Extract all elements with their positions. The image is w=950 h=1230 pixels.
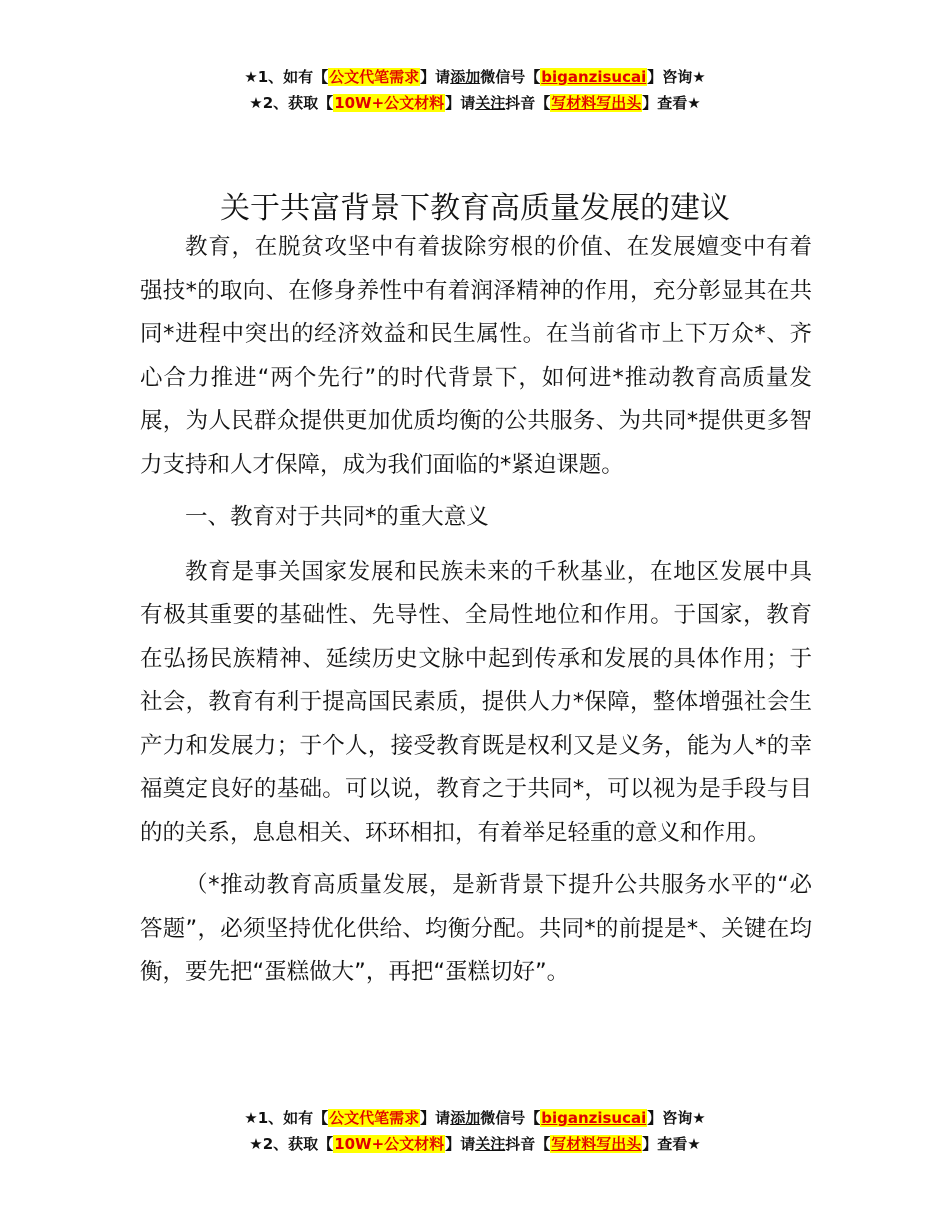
promo-wechat-id: biganzisucai xyxy=(541,1109,647,1127)
promo-wechat-id: biganzisucai xyxy=(541,68,647,86)
promo-text: 】请 xyxy=(445,1135,476,1153)
promo-line-1 xyxy=(0,64,950,90)
promo-text: 】请 xyxy=(420,68,451,86)
document-body xyxy=(140,226,812,1004)
promo-text: 微信号【 xyxy=(480,68,541,86)
promo-text: 】咨询★ xyxy=(647,1109,706,1127)
promo-text: 抖音【 xyxy=(505,1135,551,1153)
promo-text: ★1、如有【 xyxy=(244,68,329,86)
promo-text: 】查看★ xyxy=(642,94,701,112)
body-paragraph: 教育是事关国家发展和民族未来的千秋基业，在地区发展中具有极其重要的基础性、先导性、全局性地位和作用。于国家，教育在弘扬民族精神、延续历史文脉中起到传承和发展的具体作用；于社会，教育有利于提高国民素质，提供人力*保障，整体增强社会生产力和发展力；于个人，接受教育既是权利又是义务，能为人*的幸福奠定良好的基础。可以说，教育之于共同*，可以视为是手段与目的的关系，息息相关、环环相扣，有着举足轻重的意义和作用。 xyxy=(140,558,812,846)
promo-underline-text: 添加 xyxy=(450,1109,481,1127)
promo-text: 】请 xyxy=(420,1109,451,1127)
promo-text: ★1、如有【 xyxy=(244,1109,329,1127)
promo-text: 微信号【 xyxy=(480,1109,541,1127)
promo-line-2 xyxy=(0,90,950,116)
promo-line-2 xyxy=(0,1131,950,1157)
promo-text: ★2、获取【 xyxy=(249,94,334,112)
promo-underline-text: 关注 xyxy=(475,94,506,112)
promo-text: 】咨询★ xyxy=(647,68,706,86)
promo-banner-bottom xyxy=(0,1105,950,1157)
promo-highlight: 公文代笔需求 xyxy=(329,68,420,86)
promo-line-1 xyxy=(0,1105,950,1131)
promo-banner-top xyxy=(0,64,950,116)
body-paragraph: 教育，在脱贫攻坚中有着拔除穷根的价值、在发展嬗变中有着强技*的取向、在修身养性中有着润泽精神的作用，充分彰显其在共同*进程中突出的经济效益和民生属性。在当前省市上下万众*、齐心合力推进“两个先行”的时代背景下，如何进*推动教育高质量发展，为人民群众提供更加优质均衡的公共服务、为共同*提供更多智力支持和人才保障，成为我们面临的*紧迫课题。 xyxy=(140,234,812,478)
promo-highlight: 10W+公文材料 xyxy=(334,94,445,112)
promo-douyin-id: 写材料写出头 xyxy=(551,94,642,112)
promo-text: 抖音【 xyxy=(505,94,551,112)
promo-highlight: 公文代笔需求 xyxy=(329,1109,420,1127)
promo-underline-text: 添加 xyxy=(450,68,481,86)
promo-highlight: 10W+公文材料 xyxy=(334,1135,445,1153)
promo-text: 】查看★ xyxy=(642,1135,701,1153)
promo-text: ★2、获取【 xyxy=(249,1135,334,1153)
body-paragraph: （*推动教育高质量发展，是新背景下提升公共服务水平的“必答题”，必须坚持优化供给、均衡分配。共同*的前提是*、关键在均衡，要先把“蛋糕做大”，再把“蛋糕切好”。 xyxy=(140,872,812,985)
promo-text: 】请 xyxy=(445,94,476,112)
document-title: 关于共富背景下教育高质量发展的建议 xyxy=(220,191,730,227)
promo-underline-text: 关注 xyxy=(475,1135,506,1153)
promo-douyin-id: 写材料写出头 xyxy=(551,1135,642,1153)
section-heading: 一、教育对于共同*的重大意义 xyxy=(185,504,489,530)
